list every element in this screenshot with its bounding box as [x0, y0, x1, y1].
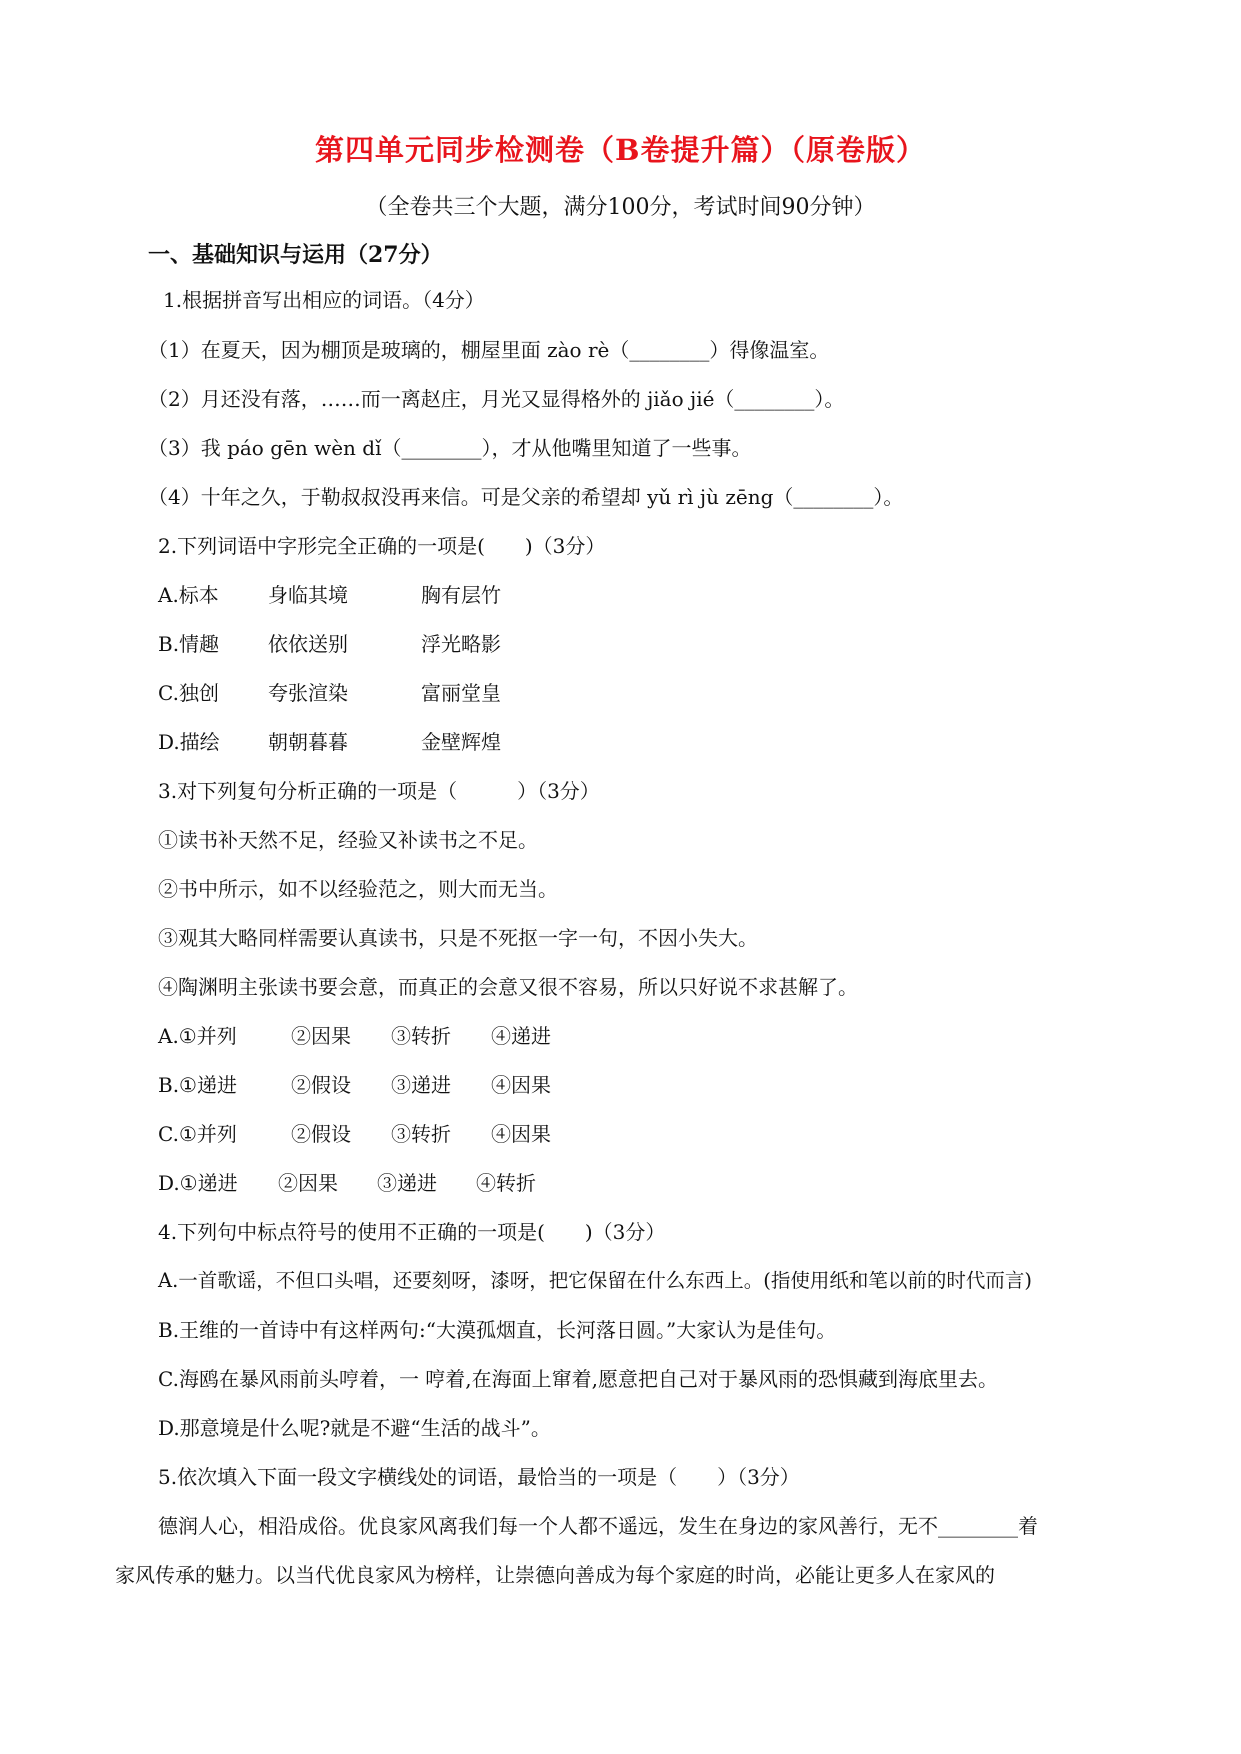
option-col: ④转折: [476, 1171, 536, 1195]
option-col: D.描绘: [158, 730, 220, 754]
question-5-stem: 5.依次填入下面一段文字横线处的词语，最恰当的一项是（ ）（3分）: [158, 1465, 800, 1489]
option-col: ③转折: [391, 1122, 451, 1146]
question-2-stem: 2.下列词语中字形完全正确的一项是( )（3分）: [158, 534, 606, 558]
question-1-item: （3）我 páo gēn wèn dǐ（________），才从他嘴里知道了一些事。: [148, 436, 752, 460]
question-2-option: [158, 585, 621, 605]
question-3-sentence: ③观其大略同样需要认真读书，只是不死抠一字一句，不因小失大。: [158, 926, 758, 950]
option-col: C.①并列: [158, 1122, 237, 1146]
question-1-item: （1）在夏天，因为棚顶是玻璃的，棚屋里面 zào rè（________）得像温室。: [148, 338, 830, 362]
option-col: ②假设: [291, 1122, 351, 1146]
option-col: B.情趣: [158, 632, 220, 656]
question-3-sentence: ④陶渊明主张读书要会意，而真正的会意又很不容易，所以只好说不求甚解了。: [158, 975, 858, 999]
option-col: ②因果: [291, 1024, 351, 1048]
question-2-option: [158, 683, 621, 703]
question-1-stem: 1.根据拼音写出相应的词语。（4分）: [163, 288, 485, 312]
question-4-option: D.那意境是什么呢?就是不避“生活的战斗”。: [158, 1416, 551, 1440]
question-2-option: [158, 634, 621, 654]
option-col: A.①并列: [158, 1024, 237, 1048]
section-heading: 一、基础知识与运用（27分）: [148, 242, 443, 268]
option-col: ③递进: [391, 1073, 451, 1097]
question-4-stem: 4.下列句中标点符号的使用不正确的一项是( )（3分）: [158, 1220, 666, 1244]
option-col: 浮光略影: [421, 632, 501, 656]
question-3-option: [158, 1075, 591, 1095]
option-col: 富丽堂皇: [421, 681, 501, 705]
option-col: A.标本: [158, 583, 219, 607]
question-3-sentence: ①读书补天然不足，经验又补读书之不足。: [158, 828, 538, 852]
question-3-option: [158, 1124, 591, 1144]
option-col: ②因果: [278, 1171, 338, 1195]
option-col: 依依送别: [268, 632, 348, 656]
page-title: 第四单元同步检测卷（B卷提升篇）（原卷版）: [314, 133, 926, 167]
question-3-sentence: ②书中所示，如不以经验范之，则大而无当。: [158, 877, 558, 901]
question-2-option: [158, 732, 621, 752]
option-col: ④因果: [491, 1073, 551, 1097]
option-col: ④因果: [491, 1122, 551, 1146]
question-4-option: C.海鸥在暴风雨前头哼着，一 哼着,在海面上窜着,愿意把自己对于暴风雨的恐惧藏到海底里去。: [158, 1367, 999, 1391]
option-col: 夸张渲染: [268, 681, 348, 705]
option-col: ④递进: [491, 1024, 551, 1048]
option-col: C.独创: [158, 681, 219, 705]
question-4-option: B.王维的一首诗中有这样两句:“大漠孤烟直，长河落日圆。”大家认为是佳句。: [158, 1318, 837, 1342]
option-col: ③递进: [377, 1171, 437, 1195]
option-col: 胸有层竹: [421, 583, 501, 607]
page-subtitle: （全卷共三个大题，满分100分，考试时间90分钟）: [365, 195, 876, 220]
option-col: B.①递进: [158, 1073, 237, 1097]
option-col: D.①递进: [158, 1171, 238, 1195]
question-5-paragraph: 德润人心，相沿成俗。优良家风离我们每一个人都不遥远，发生在身边的家风善行，无不________着: [158, 1514, 1038, 1538]
question-1-item: （2）月还没有落，……而一离赵庄，月光又显得格外的 jiǎo jié（________）。: [148, 387, 845, 411]
question-3-stem: 3.对下列复句分析正确的一项是（ ）（3分）: [158, 779, 600, 803]
question-4-option: A.一首歌谣，不但口头唱，还要刻呀，漆呀，把它保留在什么东西上。(指使用纸和笔以前的时代而言): [158, 1269, 1032, 1292]
option-col: 朝朝暮暮: [268, 730, 348, 754]
question-3-option: [158, 1026, 591, 1046]
option-col: 身临其境: [268, 583, 348, 607]
option-col: ②假设: [291, 1073, 351, 1097]
question-5-paragraph: 家风传承的魅力。以当代优良家风为榜样，让崇德向善成为每个家庭的时尚，必能让更多人在家风的: [115, 1563, 995, 1587]
option-col: 金壁辉煌: [421, 730, 501, 754]
question-1-item: （4）十年之久，于勒叔叔没再来信。可是父亲的希望却 yǔ rì jù zēng（________）。: [148, 485, 904, 509]
option-col: ③转折: [391, 1024, 451, 1048]
question-3-option: [158, 1173, 575, 1193]
